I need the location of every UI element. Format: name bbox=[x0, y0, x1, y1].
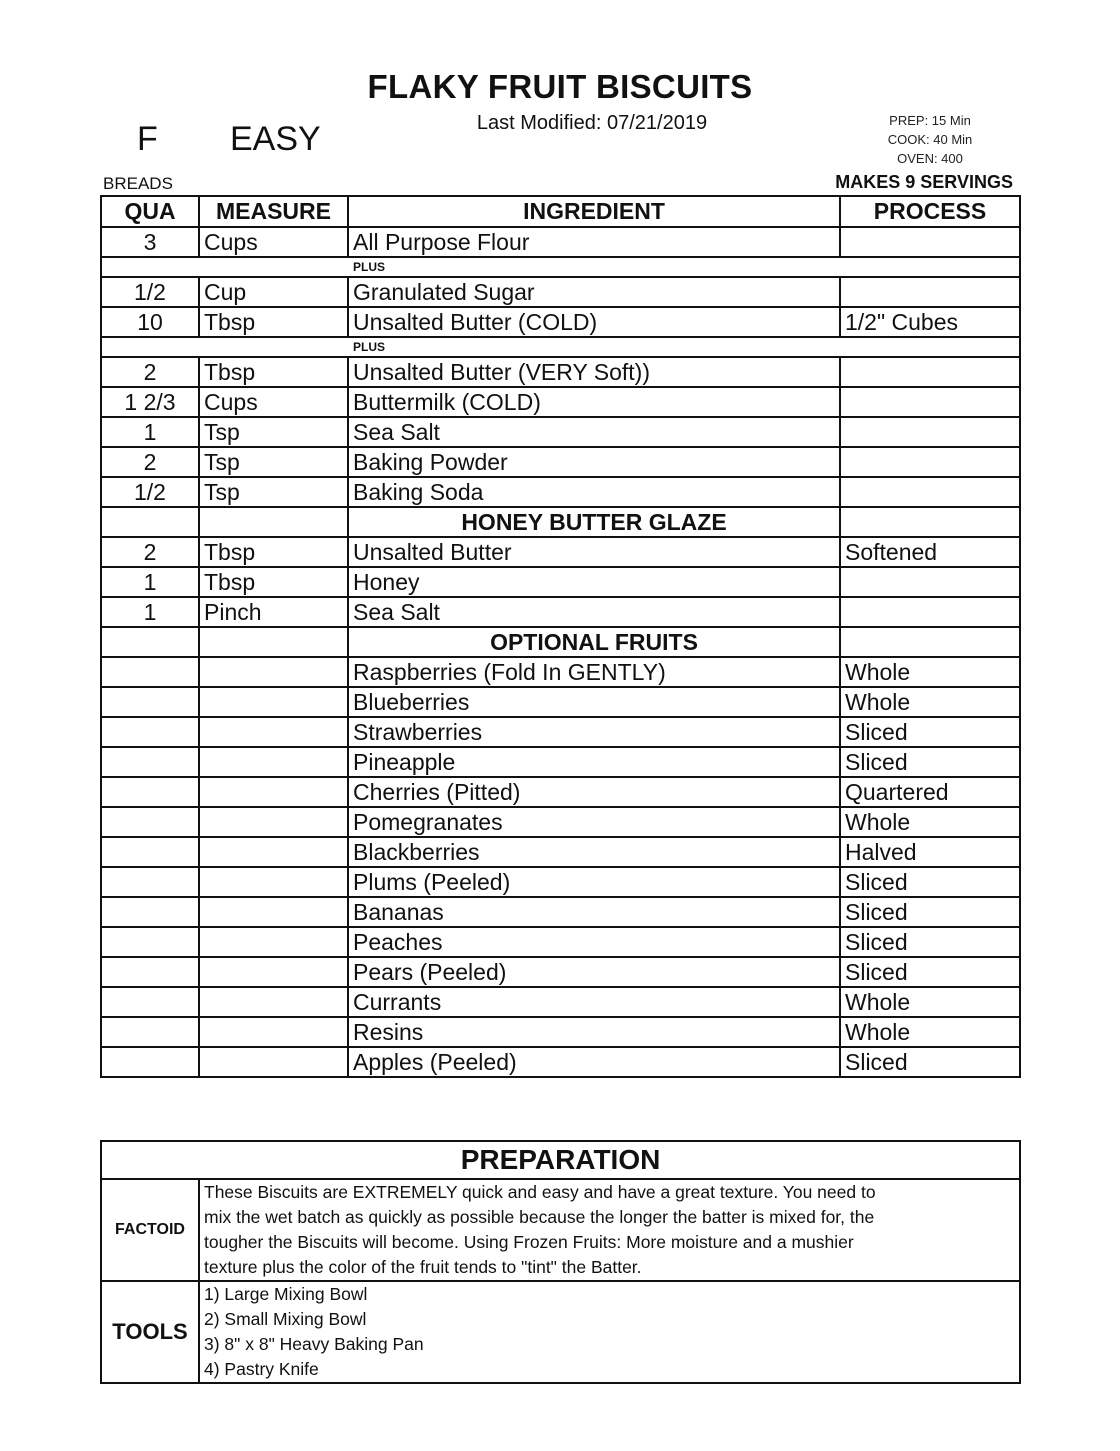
ingredient-cell: Cherries (Pitted) bbox=[348, 777, 840, 807]
measure-cell: Cups bbox=[199, 387, 348, 417]
ingredient-cell: Buttermilk (COLD) bbox=[348, 387, 840, 417]
process-cell: 1/2" Cubes bbox=[840, 307, 1020, 337]
section-row bbox=[101, 507, 1020, 537]
measure-cell bbox=[199, 897, 348, 927]
tools-list bbox=[199, 1281, 1020, 1383]
table-row bbox=[101, 687, 1020, 717]
measure-cell bbox=[199, 507, 348, 537]
process-cell: Sliced bbox=[840, 717, 1020, 747]
ingredient-cell: Pomegranates bbox=[348, 807, 840, 837]
factoid-line: texture plus the color of the fruit tends to "tint" the Batter. bbox=[204, 1257, 642, 1277]
qty-cell: 1 bbox=[101, 567, 199, 597]
measure-cell bbox=[199, 717, 348, 747]
table-row bbox=[101, 1017, 1020, 1047]
qty-cell bbox=[101, 1047, 199, 1077]
qty-cell bbox=[101, 507, 199, 537]
qty-cell bbox=[101, 837, 199, 867]
qty-cell: 2 bbox=[101, 537, 199, 567]
measure-cell: Tbsp bbox=[199, 537, 348, 567]
process-cell bbox=[840, 447, 1020, 477]
table-row bbox=[101, 227, 1020, 257]
header-qua: QUA bbox=[101, 196, 199, 227]
process-cell bbox=[840, 357, 1020, 387]
table-row bbox=[101, 987, 1020, 1017]
measure-cell bbox=[199, 927, 348, 957]
process-cell: Sliced bbox=[840, 897, 1020, 927]
ingredients-table bbox=[100, 195, 1021, 1078]
table-row bbox=[101, 357, 1020, 387]
prep-time: PREP: 15 Min bbox=[889, 113, 971, 128]
measure-cell bbox=[199, 1047, 348, 1077]
qty-cell bbox=[101, 897, 199, 927]
qty-cell bbox=[101, 657, 199, 687]
table-row bbox=[101, 567, 1020, 597]
ingredient-cell: Resins bbox=[348, 1017, 840, 1047]
oven-temp: OVEN: 400 bbox=[897, 151, 963, 166]
qty-cell bbox=[101, 867, 199, 897]
measure-cell bbox=[199, 807, 348, 837]
process-cell bbox=[840, 277, 1020, 307]
table-row bbox=[101, 837, 1020, 867]
plus-label: PLUS bbox=[101, 337, 1020, 357]
measure-cell bbox=[199, 867, 348, 897]
category-label: BREADS bbox=[103, 174, 173, 193]
ingredient-cell: Plums (Peeled) bbox=[348, 867, 840, 897]
preparation-title: PREPARATION bbox=[101, 1141, 1020, 1179]
header-ingredient: INGREDIENT bbox=[348, 196, 840, 227]
process-cell bbox=[840, 597, 1020, 627]
measure-cell: Tsp bbox=[199, 447, 348, 477]
ingredient-cell: Peaches bbox=[348, 927, 840, 957]
table-row bbox=[101, 307, 1020, 337]
ingredient-cell: Unsalted Butter (VERY Soft)) bbox=[348, 357, 840, 387]
table-row bbox=[101, 867, 1020, 897]
section-heading: HONEY BUTTER GLAZE bbox=[348, 507, 840, 537]
measure-cell: Pinch bbox=[199, 597, 348, 627]
measure-cell: Tbsp bbox=[199, 357, 348, 387]
table-row bbox=[101, 477, 1020, 507]
table-row bbox=[101, 957, 1020, 987]
qty-cell: 2 bbox=[101, 357, 199, 387]
qty-cell bbox=[101, 987, 199, 1017]
process-cell: Whole bbox=[840, 657, 1020, 687]
section-row bbox=[101, 627, 1020, 657]
qty-cell: 3 bbox=[101, 227, 199, 257]
process-cell: Halved bbox=[840, 837, 1020, 867]
measure-cell bbox=[199, 657, 348, 687]
process-cell: Sliced bbox=[840, 957, 1020, 987]
process-cell bbox=[840, 507, 1020, 537]
measure-cell bbox=[199, 687, 348, 717]
preparation-table bbox=[100, 1140, 1021, 1384]
process-cell bbox=[840, 417, 1020, 447]
measure-cell bbox=[199, 777, 348, 807]
process-cell bbox=[840, 567, 1020, 597]
process-cell bbox=[840, 627, 1020, 657]
process-cell bbox=[840, 477, 1020, 507]
table-row bbox=[101, 537, 1020, 567]
factoid-label: FACTOID bbox=[101, 1179, 199, 1281]
ingredient-cell: Blueberries bbox=[348, 687, 840, 717]
qty-cell: 1 bbox=[101, 597, 199, 627]
factoid-line: tougher the Biscuits will become. Using Frozen Fruits: More moisture and a mushier bbox=[204, 1232, 854, 1252]
ingredient-cell: Baking Soda bbox=[348, 477, 840, 507]
ingredient-cell: Bananas bbox=[348, 897, 840, 927]
measure-cell bbox=[199, 957, 348, 987]
measure-cell: Tbsp bbox=[199, 567, 348, 597]
plus-separator-row bbox=[101, 257, 1020, 277]
measure-cell: Tsp bbox=[199, 477, 348, 507]
ingredient-cell: Raspberries (Fold In GENTLY) bbox=[348, 657, 840, 687]
recipe-title: FLAKY FRUIT BISCUITS bbox=[367, 68, 753, 105]
ingredient-cell: Baking Powder bbox=[348, 447, 840, 477]
servings-label: MAKES 9 SERVINGS bbox=[835, 172, 1013, 192]
section-heading: OPTIONAL FRUITS bbox=[348, 627, 840, 657]
qty-cell bbox=[101, 777, 199, 807]
ingredient-cell: All Purpose Flour bbox=[348, 227, 840, 257]
ingredient-cell: Apples (Peeled) bbox=[348, 1047, 840, 1077]
qty-cell: 10 bbox=[101, 307, 199, 337]
qty-cell: 1 bbox=[101, 417, 199, 447]
ingredient-cell: Unsalted Butter bbox=[348, 537, 840, 567]
table-row bbox=[101, 277, 1020, 307]
tool-item: 1) Large Mixing Bowl bbox=[204, 1284, 368, 1304]
measure-cell: Cup bbox=[199, 277, 348, 307]
factoid-text bbox=[199, 1179, 1020, 1281]
qty-cell bbox=[101, 717, 199, 747]
table-row bbox=[101, 807, 1020, 837]
measure-cell bbox=[199, 747, 348, 777]
factoid-line: These Biscuits are EXTREMELY quick and easy and have a great texture. You need to bbox=[204, 1182, 876, 1202]
table-row bbox=[101, 417, 1020, 447]
ingredient-cell: Unsalted Butter (COLD) bbox=[348, 307, 840, 337]
grade-letter: F bbox=[137, 120, 158, 158]
header-process: PROCESS bbox=[840, 196, 1020, 227]
table-row bbox=[101, 1047, 1020, 1077]
qty-cell: 1/2 bbox=[101, 277, 199, 307]
table-row bbox=[101, 657, 1020, 687]
process-cell: Sliced bbox=[840, 1047, 1020, 1077]
process-cell: Whole bbox=[840, 1017, 1020, 1047]
qty-cell bbox=[101, 957, 199, 987]
process-cell: Whole bbox=[840, 687, 1020, 717]
ingredients-body bbox=[101, 227, 1020, 1077]
plus-label: PLUS bbox=[101, 257, 1020, 277]
qty-cell bbox=[101, 687, 199, 717]
table-row bbox=[101, 897, 1020, 927]
last-modified: Last Modified: 07/21/2019 bbox=[476, 112, 708, 134]
factoid-line: mix the wet batch as quickly as possible because the longer the batter is mixed for, the bbox=[204, 1207, 875, 1227]
ingredient-cell: Currants bbox=[348, 987, 840, 1017]
ingredient-cell: Pineapple bbox=[348, 747, 840, 777]
qty-cell bbox=[101, 1017, 199, 1047]
process-cell bbox=[840, 227, 1020, 257]
qty-cell bbox=[101, 627, 199, 657]
ingredient-cell: Sea Salt bbox=[348, 417, 840, 447]
table-row bbox=[101, 927, 1020, 957]
measure-cell bbox=[199, 627, 348, 657]
table-row bbox=[101, 387, 1020, 417]
process-cell: Sliced bbox=[840, 747, 1020, 777]
table-header-row bbox=[101, 196, 1020, 227]
tool-item: 2) Small Mixing Bowl bbox=[204, 1309, 367, 1329]
ingredient-cell: Blackberries bbox=[348, 837, 840, 867]
measure-cell: Tbsp bbox=[199, 307, 348, 337]
time-info bbox=[860, 111, 1000, 168]
ingredient-cell: Sea Salt bbox=[348, 597, 840, 627]
process-cell: Sliced bbox=[840, 927, 1020, 957]
qty-cell bbox=[101, 927, 199, 957]
measure-cell: Cups bbox=[199, 227, 348, 257]
table-row bbox=[101, 447, 1020, 477]
qty-cell: 1 2/3 bbox=[101, 387, 199, 417]
table-row bbox=[101, 597, 1020, 627]
process-cell: Sliced bbox=[840, 867, 1020, 897]
table-row bbox=[101, 717, 1020, 747]
cook-time: COOK: 40 Min bbox=[887, 132, 973, 147]
measure-cell bbox=[199, 1017, 348, 1047]
measure-cell bbox=[199, 837, 348, 867]
difficulty-label: EASY bbox=[230, 120, 321, 158]
tool-item: 3) 8" x 8" Heavy Baking Pan bbox=[204, 1334, 424, 1354]
ingredient-cell: Strawberries bbox=[348, 717, 840, 747]
qty-cell bbox=[101, 747, 199, 777]
process-cell: Whole bbox=[840, 807, 1020, 837]
table-row bbox=[101, 777, 1020, 807]
qty-cell: 2 bbox=[101, 447, 199, 477]
qty-cell: 1/2 bbox=[101, 477, 199, 507]
process-cell bbox=[840, 387, 1020, 417]
tools-label: TOOLS bbox=[101, 1281, 199, 1383]
ingredient-cell: Pears (Peeled) bbox=[348, 957, 840, 987]
process-cell: Whole bbox=[840, 987, 1020, 1017]
table-row bbox=[101, 747, 1020, 777]
tool-item: 4) Pastry Knife bbox=[204, 1359, 319, 1379]
process-cell: Softened bbox=[840, 537, 1020, 567]
plus-separator-row bbox=[101, 337, 1020, 357]
measure-cell bbox=[199, 987, 348, 1017]
ingredient-cell: Granulated Sugar bbox=[348, 277, 840, 307]
ingredient-cell: Honey bbox=[348, 567, 840, 597]
header-measure: MEASURE bbox=[199, 196, 348, 227]
qty-cell bbox=[101, 807, 199, 837]
process-cell: Quartered bbox=[840, 777, 1020, 807]
measure-cell: Tsp bbox=[199, 417, 348, 447]
